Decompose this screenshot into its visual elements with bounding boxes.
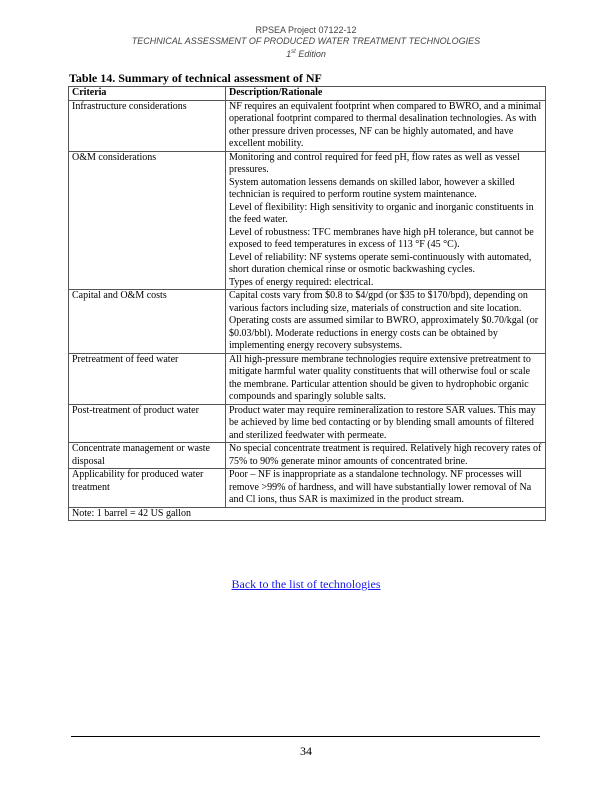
description-paragraph: Level of reliability: NF systems operate semi-continuously with automated, short duration chemical rinse or osmotic backwashing cycles. [229, 251, 532, 275]
assessment-table [68, 86, 546, 521]
description-cell [226, 443, 546, 469]
table-row [69, 443, 546, 469]
table-row [69, 353, 546, 404]
description-paragraph: System automation lessens demands on skilled labor, however a skilled technician is required to perform routine system maintenance. [229, 176, 515, 200]
table-body [69, 100, 546, 507]
description-paragraph: Monitoring and control required for feed pH, flow rates as well as vessel pressures. [229, 151, 520, 175]
description-paragraph: Types of energy required: electrical. [229, 276, 374, 288]
criteria-cell: Pretreatment of feed water [69, 353, 226, 404]
description-paragraph: NF requires an equivalent footprint when compared to BWRO, and a minimal operational footprint compared to thermal desalination technologies. As with other pressure driven processes, NF can be highly automated, and have excellent mobility. [229, 100, 542, 149]
criteria-cell: Infrastructure considerations [69, 100, 226, 151]
column-header-description: Description/Rationale [226, 87, 546, 101]
description-paragraph: Poor – NF is inappropriate as a standalone technology. NF processes will remove >99% of hardness, and will have substantially lower removal of Na and Cl ions, thus SAR is maximized in the product stream. [229, 469, 532, 505]
edition-suffix: st [291, 49, 296, 55]
table-row [69, 404, 546, 443]
table-header-row [69, 87, 546, 101]
description-cell [226, 100, 546, 151]
table-row [69, 151, 546, 290]
description-cell [226, 353, 546, 404]
description-paragraph: All high-pressure membrane technologies require extensive pretreatment to mitigate harmful water quality constituents that will otherwise foul or scale the membrane. Particular attention should be given to hydrophobic organic compounds and sparingly soluble salts. [229, 353, 531, 402]
criteria-cell: Post-treatment of product water [69, 404, 226, 443]
column-header-criteria: Criteria [69, 87, 226, 101]
description-cell [226, 290, 546, 354]
edition-number: 1 [286, 49, 292, 59]
description-cell [226, 404, 546, 443]
description-cell [226, 151, 546, 290]
back-to-technologies-link[interactable]: Back to the list of technologies [231, 577, 381, 591]
description-paragraph: Level of robustness: TFC membranes have high pH tolerance, but cannot be exposed to feed temperatures in excess of 113 °F (45 °C). [229, 226, 534, 250]
table-note: Note: 1 barrel = 42 US gallon [69, 507, 546, 521]
page-header [0, 25, 612, 60]
table-note-row [69, 507, 546, 521]
table-row [69, 290, 546, 354]
table-row [69, 469, 546, 508]
project-id: RPSEA Project 07122-12 [255, 25, 357, 35]
criteria-cell: O&M considerations [69, 151, 226, 290]
criteria-cell: Applicability for produced water treatment [69, 469, 226, 508]
edition [0, 47, 612, 60]
edition-label: Edition [295, 49, 326, 59]
criteria-cell: Concentrate management or waste disposal [69, 443, 226, 469]
description-paragraph: Capital costs vary from $0.8 to $4/gpd (or $35 to $170/bpd), depending on various factors including size, materials of construction and site location. Operating costs are assumed similar to BWRO, approximately $0.70/kgal (or $0.03/bbl). Moderate reductions in energy costs can be obtained by implementing energy recovery subsystems. [229, 290, 539, 351]
table-title: Table 14. Summary of technical assessment of NF [69, 71, 322, 85]
description-cell [226, 469, 546, 508]
description-paragraph: No special concentrate treatment is required. Relatively high recovery rates of 75% to 90% generate minor amounts of concentrated brine. [229, 443, 542, 467]
criteria-cell: Capital and O&M costs [69, 290, 226, 354]
footer-divider [71, 736, 540, 737]
description-paragraph: Product water may require remineralization to restore SAR values. This may be achieved by lime bed contacting or by blending small amounts of filtered and sterilized feedwater with permeate. [229, 404, 536, 441]
page-number: 34 [300, 744, 312, 758]
report-title: TECHNICAL ASSESSMENT OF PRODUCED WATER TREATMENT TECHNOLOGIES [131, 36, 481, 46]
description-paragraph: Level of flexibility: High sensitivity to organic and inorganic constituents in the feed water. [229, 201, 534, 225]
table-row [69, 100, 546, 151]
